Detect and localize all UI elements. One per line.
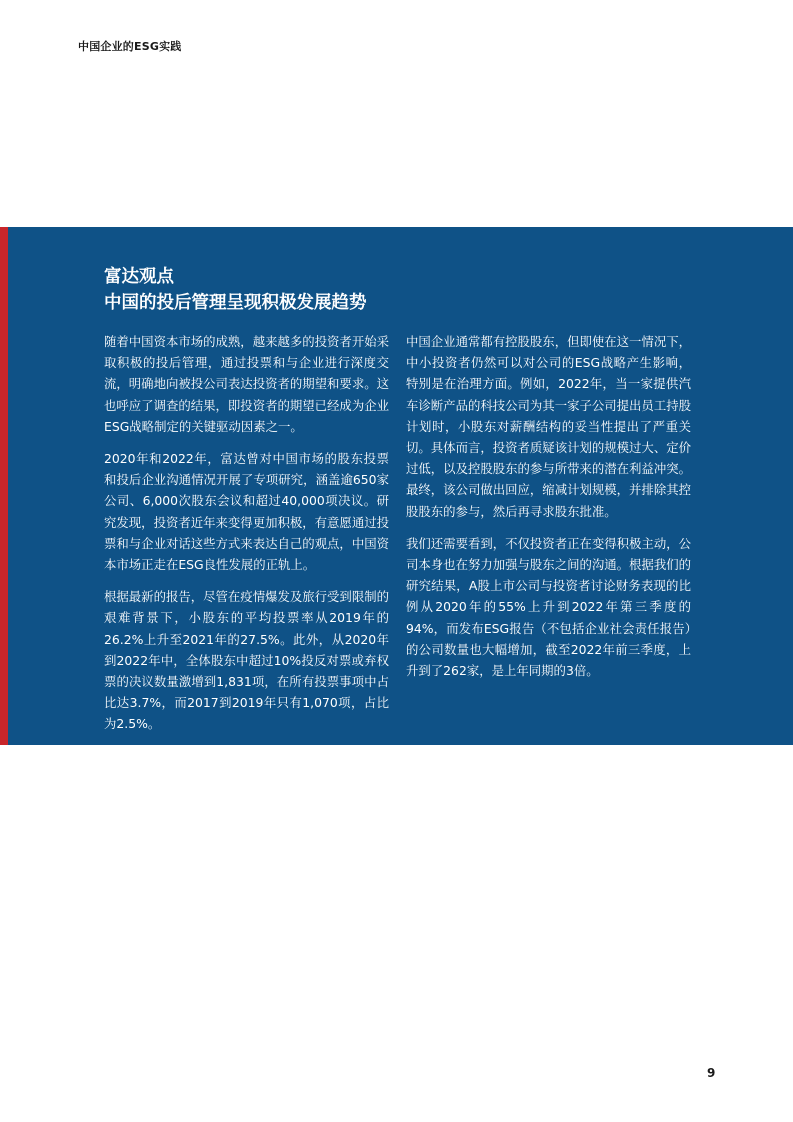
paragraph: 我们还需要看到，不仅投资者正在变得积极主动，公司本身也在努力加强与股东之间的沟通。根据我们的研究结果，A股上市公司与投资者讨论财务表现的比例从2020年的55%上升到2022年第三季度的94%，而发布ESG报告（不包括企业社会责任报告）的公司数量也大幅增加，截至2022年前三季度，上升到了262家，是上年同期的3倍。 — [406, 535, 691, 679]
panel-title-line-2: 中国的投后管理呈现积极发展趋势 — [104, 293, 367, 313]
panel-title-line-1: 富达观点 — [104, 267, 174, 287]
page-number: 9 — [707, 1066, 716, 1080]
right-column — [406, 331, 691, 692]
paragraph: 中国企业通常都有控股股东，但即使在这一情况下，中小投资者仍然可以对公司的ESG战略产生影响，特别是在治理方面。例如，2022年，当一家提供汽车诊断产品的科技公司为其一家子公司提出员工持股计划时，小股东对薪酬结构的妥当性提出了严重关切。具体而言，投资者质疑该计划的规模过大、定价过低，以及控股股东的参与所带来的潜在利益冲突。最终，该公司做出回应，缩减计划规模，并排除其控股股东的参与，然后再寻求股东批准。 — [406, 334, 691, 519]
running-header-title: 中国企业的ESG实践 — [78, 40, 182, 53]
left-column — [104, 331, 389, 746]
paragraph: 2020年和2022年，富达曾对中国市场的股东投票和投后企业沟通情况开展了专项研究，涵盖逾650家公司、6,000次股东会议和超过40,000项决议。研究发现，投资者近年来变得更加积极，有意愿通过投票和与企业对话这些方式来表达自己的观点，中国资本市场正走在ESG良性发展的正轨上。 — [104, 451, 389, 573]
panel-accent-bar — [0, 227, 8, 745]
paragraph: 随着中国资本市场的成熟，越来越多的投资者开始采取积极的投后管理，通过投票和与企业进行深度交流，明确地向被投公司表达投资者的期望和要求。这也呼应了调查的结果，即投资者的期望已经成为企业ESG战略制定的关键驱动因素之一。 — [104, 334, 389, 434]
panel-title — [104, 264, 367, 316]
insight-panel — [0, 227, 793, 745]
paragraph: 根据最新的报告，尽管在疫情爆发及旅行受到限制的艰难背景下，小股东的平均投票率从2019年的26.2%上升至2021年的27.5%。此外，从2020年到2022年中，全体股东中超过10%投反对票或弃权票的决议数量激增到1,831项，在所有投票事项中占比达3.7%，而2017到2019年只有1,070项，占比为2.5%。 — [104, 589, 389, 732]
